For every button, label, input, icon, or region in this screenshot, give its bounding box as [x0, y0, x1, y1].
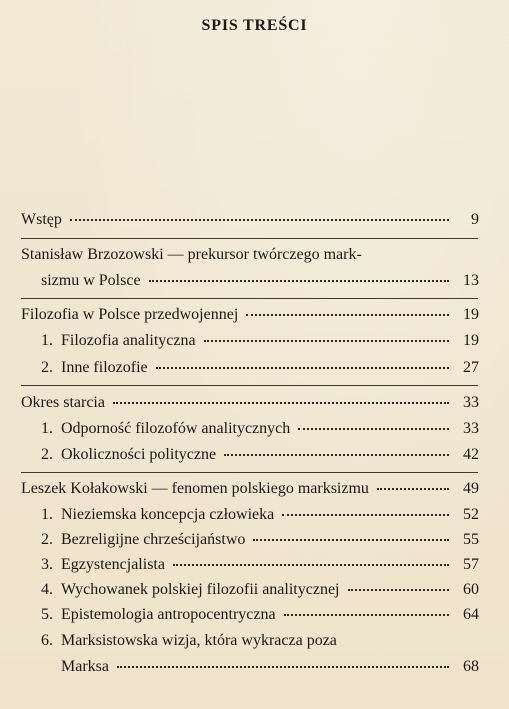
dot-leader [348, 589, 450, 591]
toc-item-number: 5. [41, 606, 53, 623]
toc-page-number: 13 [463, 272, 479, 289]
toc-subentry [41, 577, 479, 603]
toc-page-number: 57 [463, 556, 479, 573]
toc-page-number: 42 [463, 446, 479, 463]
section-divider [21, 238, 478, 239]
toc-item-title: Odporność filozofów analitycznych [61, 420, 291, 437]
toc-entry-title: Filozofia w Polsce przedwojennej [21, 306, 239, 323]
toc-item-number: 3. [41, 556, 53, 573]
dot-leader [117, 666, 449, 668]
toc-item-number: 1. [41, 506, 53, 523]
toc-subentry [41, 328, 479, 354]
dot-leader [156, 367, 449, 369]
toc-item-number: 4. [41, 581, 53, 598]
dot-leader [377, 488, 449, 490]
toc-entry-title: Stanisław Brzozowski — prekursor twórczego mark- [21, 246, 362, 263]
toc-entry-okres [21, 390, 479, 416]
toc-entry-title: Wstęp [21, 211, 62, 228]
dot-leader [253, 539, 449, 541]
dot-leader [246, 314, 449, 316]
toc-item-title: Inne filozofie [61, 359, 148, 376]
toc-subentry [41, 416, 479, 442]
toc-entry-title: Leszek Kołakowski — fenomen polskiego marksizmu [21, 480, 369, 497]
dot-leader [284, 614, 449, 616]
toc-page-number: 52 [463, 506, 479, 523]
toc-entry-title: Okres starcia [21, 394, 105, 411]
dot-leader [224, 454, 449, 456]
section-divider [21, 472, 478, 473]
toc-page-number: 68 [463, 658, 479, 675]
toc-subentry [41, 527, 479, 553]
toc-page-number: 33 [463, 420, 479, 437]
toc-subentry-line1 [41, 628, 337, 654]
toc-page-number: 9 [471, 211, 479, 228]
toc-page-number: 19 [463, 332, 479, 349]
toc-subentry [41, 442, 479, 468]
toc-item-title-cont: Marksa [61, 658, 109, 675]
toc-item-number: 6. [41, 632, 53, 649]
dot-leader [113, 402, 449, 404]
toc-item-number: 1. [41, 420, 53, 437]
page-title: SPIS TREŚCI [201, 17, 308, 34]
toc-item-title: Wychowanek polskiej filozofii analitycznej [61, 581, 340, 598]
toc-item-title: Epistemologia antropocentryczna [61, 606, 276, 623]
toc-item-number: 2. [41, 359, 53, 376]
toc-entry-title-cont: sizmu w Polsce [41, 272, 141, 289]
dot-leader [173, 564, 449, 566]
toc-entry-filozofia [21, 302, 479, 328]
toc-item-title: Filozofia analityczna [61, 332, 196, 349]
toc-page-number: 27 [463, 359, 479, 376]
toc-item-number: 2. [41, 446, 53, 463]
toc-page-number: 55 [463, 531, 479, 548]
toc-entry-wstep [21, 207, 479, 233]
toc-subentry [41, 552, 479, 578]
toc-item-number: 1. [41, 332, 53, 349]
toc-subentry [61, 654, 479, 680]
toc-subentry [41, 602, 479, 628]
dot-leader [282, 514, 449, 516]
toc-item-number: 2. [41, 531, 53, 548]
dot-leader [70, 219, 449, 221]
toc-item-title: Marksistowska wizja, która wykracza poza [61, 632, 337, 649]
dot-leader [298, 428, 449, 430]
toc-item-title: Bezreligijne chrześcijaństwo [61, 531, 246, 548]
toc-item-title: Egzystencjalista [61, 556, 165, 573]
toc-item-title: Okoliczności polityczne [61, 446, 217, 463]
toc-subentry [41, 502, 479, 528]
toc-entry-brzozowski [41, 268, 479, 294]
toc-page-number: 64 [463, 606, 479, 623]
section-divider [21, 298, 478, 299]
toc-page-number: 60 [463, 581, 479, 598]
dot-leader [204, 340, 449, 342]
toc-subentry [41, 355, 479, 381]
toc-entry-kolakowski [21, 476, 479, 502]
toc-page-number: 33 [463, 394, 479, 411]
dot-leader [149, 280, 449, 282]
toc-item-title: Nieziemska koncepcja człowieka [61, 506, 275, 523]
toc-page-number: 19 [463, 306, 479, 323]
toc-page-number: 49 [463, 480, 479, 497]
section-divider [21, 385, 478, 386]
